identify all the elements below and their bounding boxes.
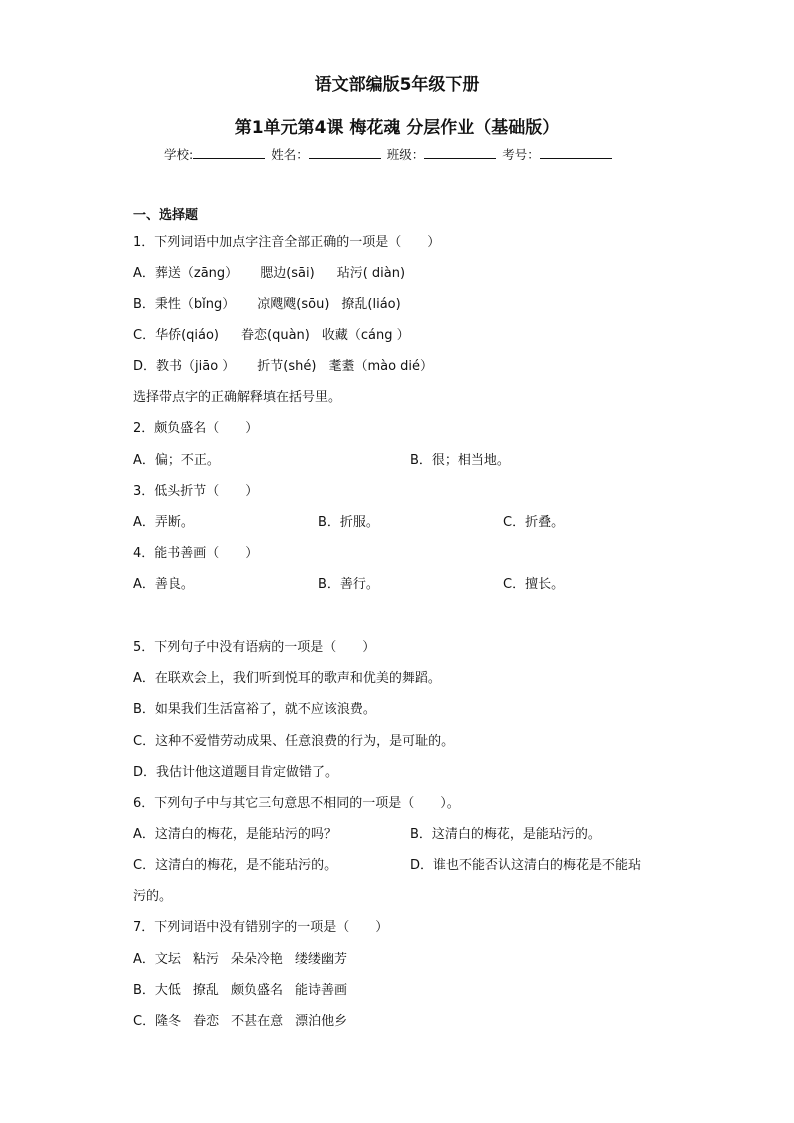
question-2-option-a: A．偏；不正。 [133, 453, 220, 468]
name-label: 姓名： [271, 147, 309, 162]
question-1-option-b: B．秉性（bǐng） 凉飕飕(sōu) 撩乱(liáo) [133, 297, 401, 312]
question-7-stem: 7．下列词语中没有错别字的一项是（ ） [133, 920, 389, 935]
name-blank[interactable] [309, 146, 381, 159]
question-7-option-c: C．隆冬 眷恋 不甚在意 漂泊他乡 [133, 1014, 348, 1029]
question-4-stem: 4．能书善画（ ） [133, 546, 259, 561]
question-5-option-c: C．这种不爱惜劳动成果、任意浪费的行为，是可耻的。 [133, 734, 455, 749]
question-1-stem: 1．下列词语中加点字注音全部正确的一项是（ ） [133, 235, 441, 250]
exam-number-blank[interactable] [540, 146, 612, 159]
question-3-option-a: A．弄断。 [133, 515, 194, 530]
question-3-option-b: B．折服。 [318, 515, 379, 530]
question-6-option-a: A．这清白的梅花，是能玷污的吗？ [133, 827, 337, 842]
question-4-option-c: C．擅长。 [503, 577, 565, 592]
question-4-option-a: A．善良。 [133, 577, 194, 592]
question-1-option-a: A．葬送（zāng） 腮边(sāi) 玷污( diàn) [133, 266, 406, 281]
question-6-stem: 6．下列句子中与其它三句意思不相同的一项是（ ）。 [133, 796, 460, 811]
question-5-stem: 5．下列句子中没有语病的一项是（ ） [133, 640, 376, 655]
instruction-text: 选择带点字的正确解释填在括号里。 [133, 390, 342, 405]
exam-number-label: 考号： [502, 147, 540, 162]
question-1-option-c: C．华侨(qiáo) 眷恋(quàn) 收藏（cáng ） [133, 328, 410, 343]
class-blank[interactable] [424, 146, 496, 159]
question-5-option-b: B．如果我们生活富裕了，就不应该浪费。 [133, 702, 376, 717]
page-subtitle: 第1单元第4课 梅花魂 分层作业（基础版） [234, 118, 560, 138]
question-7-option-a: A．文坛 粘污 朵朵冷艳 缕缕幽芳 [133, 952, 347, 967]
question-3-stem: 3．低头折节（ ） [133, 484, 259, 499]
question-6-option-b: B．这清白的梅花，是能玷污的。 [410, 827, 601, 842]
section-heading: 一、选择题 [133, 208, 199, 223]
question-6-option-c: C．这清白的梅花，是不能玷污的。 [133, 858, 338, 873]
student-info-line [164, 145, 644, 163]
question-1-option-d: D．教书（jiāo ） 折节(shé) 耄耋（mào dié） [133, 359, 434, 374]
question-6-option-d-continued: 污的。 [133, 889, 173, 904]
question-2-stem: 2．颇负盛名（ ） [133, 421, 259, 436]
question-4-option-b: B．善行。 [318, 577, 379, 592]
question-7-option-b: B．大低 撩乱 颇负盛名 能诗善画 [133, 983, 347, 998]
question-2-option-b: B．很；相当地。 [410, 453, 510, 468]
question-5-option-a: A．在联欢会上，我们听到悦耳的歌声和优美的舞蹈。 [133, 671, 441, 686]
school-blank[interactable] [193, 146, 265, 159]
question-6-option-d: D．谁也不能否认这清白的梅花是不能玷 [410, 858, 642, 873]
class-label: 班级： [386, 147, 425, 162]
school-label: 学校: [164, 147, 194, 162]
question-5-option-d: D．我估计他这道题目肯定做错了。 [133, 765, 339, 780]
question-3-option-c: C．折叠。 [503, 515, 565, 530]
page-title: 语文部编版5年级下册 [314, 75, 480, 95]
